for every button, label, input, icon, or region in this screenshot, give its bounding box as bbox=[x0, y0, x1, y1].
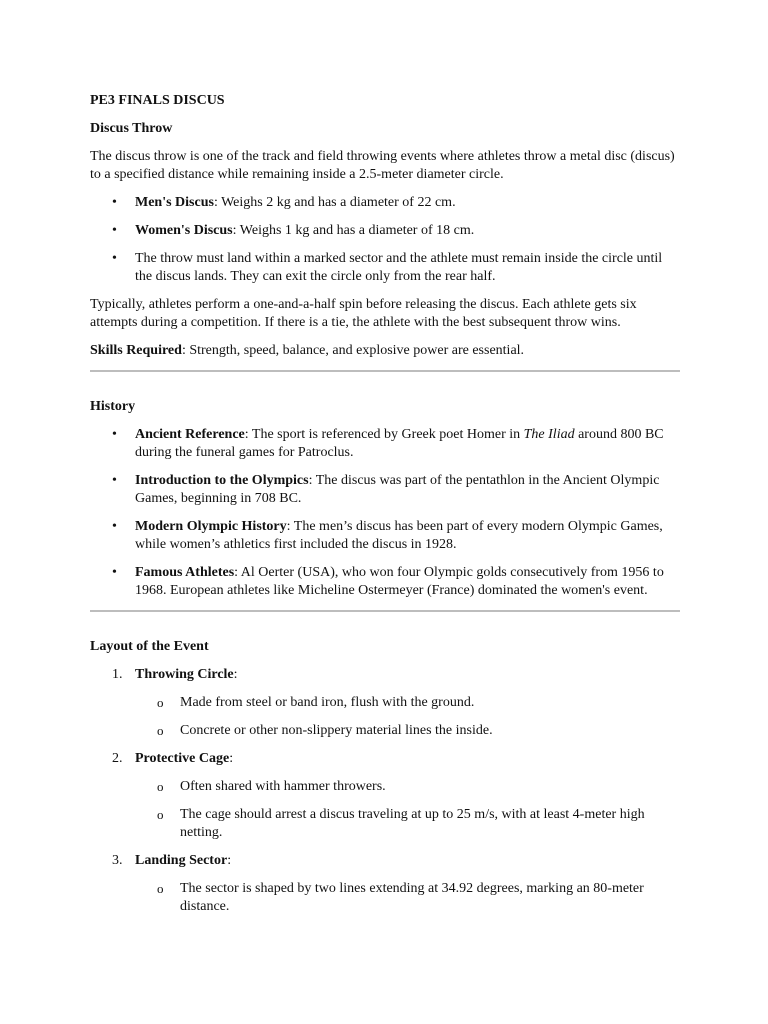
bullet-icon: • bbox=[112, 427, 117, 442]
discus-attempts-paragraph: Typically, athletes perform a one-and-a-half spin before releasing the discus. Each athlete gets six attempts during a competition. If there is a tie, the athlete with the best subsequent throw wins. bbox=[90, 297, 637, 330]
ancient-reference-label: Ancient Reference bbox=[135, 427, 245, 442]
list-item-throwing-circle bbox=[90, 666, 680, 740]
bullet-icon: • bbox=[112, 519, 117, 534]
document-title: PE3 FINALS DISCUS bbox=[90, 93, 225, 108]
section-divider bbox=[90, 610, 680, 612]
famous-athletes-text: : Al Oerter (USA), who won four Olympic golds consecutively from 1956 to 1968. European athletes like Micheline Ostermeyer (France) dominated the women's event. bbox=[135, 565, 664, 598]
protective-cage-sublist bbox=[135, 778, 680, 842]
sub-list-item bbox=[135, 694, 680, 712]
ancient-reference-text-post: around 800 BC during the funeral games for Patroclus. bbox=[135, 427, 664, 460]
modern-olympic-history-label: Modern Olympic History bbox=[135, 519, 287, 534]
womens-discus-label: Women's Discus bbox=[135, 223, 233, 238]
famous-athletes-label: Famous Athletes bbox=[135, 565, 235, 580]
throwing-circle-label: Throwing Circle bbox=[135, 667, 234, 682]
iliad-title: The Iliad bbox=[523, 427, 575, 442]
introduction-olympics-text: : The discus was part of the pentathlon in the Ancient Olympic Games, beginning in 708 BC. bbox=[135, 473, 660, 506]
modern-olympic-history-text: : The men’s discus has been part of every modern Olympic Games, while women’s athletics first included the discus in 1928. bbox=[135, 519, 663, 552]
label-colon: : bbox=[227, 853, 232, 868]
sector-rule-text: The throw must land within a marked sector and the athlete must remain inside the circle until the discus lands. They can exit the circle only from the rear half. bbox=[135, 251, 663, 284]
list-item-famous-athletes bbox=[90, 564, 680, 600]
skills-required-label: Skills Required bbox=[90, 343, 182, 358]
womens-discus-text: : Weighs 1 kg and has a diameter of 18 cm. bbox=[232, 223, 475, 238]
mens-discus-label: Men's Discus bbox=[135, 195, 214, 210]
circle-bullet-icon: o bbox=[157, 723, 164, 738]
circle-bullet-icon: o bbox=[157, 779, 164, 794]
section-heading-layout: Layout of the Event bbox=[90, 639, 209, 654]
sub-list-item bbox=[135, 806, 680, 842]
skills-required-text: : Strength, speed, balance, and explosive power are essential. bbox=[181, 343, 525, 358]
list-number: 1. bbox=[112, 667, 123, 682]
bullet-icon: • bbox=[112, 565, 117, 580]
section-heading-history: History bbox=[90, 399, 136, 414]
list-item-womens-discus bbox=[90, 222, 680, 240]
list-item-ancient-reference bbox=[90, 426, 680, 462]
circle-bullet-icon: o bbox=[157, 881, 164, 896]
protective-cage-label: Protective Cage bbox=[135, 751, 230, 766]
list-number: 2. bbox=[112, 751, 123, 766]
landing-sector-label: Landing Sector bbox=[135, 853, 228, 868]
bullet-icon: • bbox=[112, 251, 117, 266]
throwing-circle-sublist bbox=[135, 694, 680, 740]
discus-facts-list bbox=[90, 194, 680, 286]
list-item-protective-cage bbox=[90, 750, 680, 842]
sub-list-text: The sector is shaped by two lines extending at 34.92 degrees, marking an 80-meter distance. bbox=[180, 881, 644, 914]
bullet-icon: • bbox=[112, 195, 117, 210]
sub-list-item bbox=[135, 778, 680, 796]
bullet-icon: • bbox=[112, 223, 117, 238]
landing-sector-sublist bbox=[135, 880, 680, 916]
sub-list-item bbox=[135, 880, 680, 916]
sub-list-text: Made from steel or band iron, flush with the ground. bbox=[180, 695, 475, 710]
sub-list-text: Often shared with hammer throwers. bbox=[180, 779, 386, 794]
document-body bbox=[90, 92, 680, 926]
circle-bullet-icon: o bbox=[157, 695, 164, 710]
bullet-icon: • bbox=[112, 473, 117, 488]
circle-bullet-icon: o bbox=[157, 807, 164, 822]
ancient-reference-text-pre: : The sport is referenced by Greek poet Homer in bbox=[244, 427, 524, 442]
label-colon: : bbox=[229, 751, 234, 766]
layout-numbered-list bbox=[90, 666, 680, 916]
list-item-mens-discus bbox=[90, 194, 680, 212]
skills-required-paragraph bbox=[90, 342, 680, 360]
list-item-landing-sector bbox=[90, 852, 680, 916]
introduction-olympics-label: Introduction to the Olympics bbox=[135, 473, 309, 488]
sub-list-text: The cage should arrest a discus traveling at up to 25 m/s, with at least 4-meter high netting. bbox=[180, 807, 645, 840]
mens-discus-text: : Weighs 2 kg and has a diameter of 22 cm. bbox=[213, 195, 456, 210]
sub-list-text: Concrete or other non-slippery material lines the inside. bbox=[180, 723, 493, 738]
list-item-sector-rule bbox=[90, 250, 680, 286]
label-colon: : bbox=[233, 667, 238, 682]
list-number: 3. bbox=[112, 853, 123, 868]
sub-list-item bbox=[135, 722, 680, 740]
section-divider bbox=[90, 370, 680, 372]
section-heading-discus-throw: Discus Throw bbox=[90, 121, 173, 136]
list-item-introduction-olympics bbox=[90, 472, 680, 508]
history-list bbox=[90, 426, 680, 600]
discus-intro-paragraph: The discus throw is one of the track and field throwing events where athletes throw a metal disc (discus) to a specified distance while remaining inside a 2.5-meter diameter circle. bbox=[90, 149, 675, 182]
list-item-modern-olympic-history bbox=[90, 518, 680, 554]
